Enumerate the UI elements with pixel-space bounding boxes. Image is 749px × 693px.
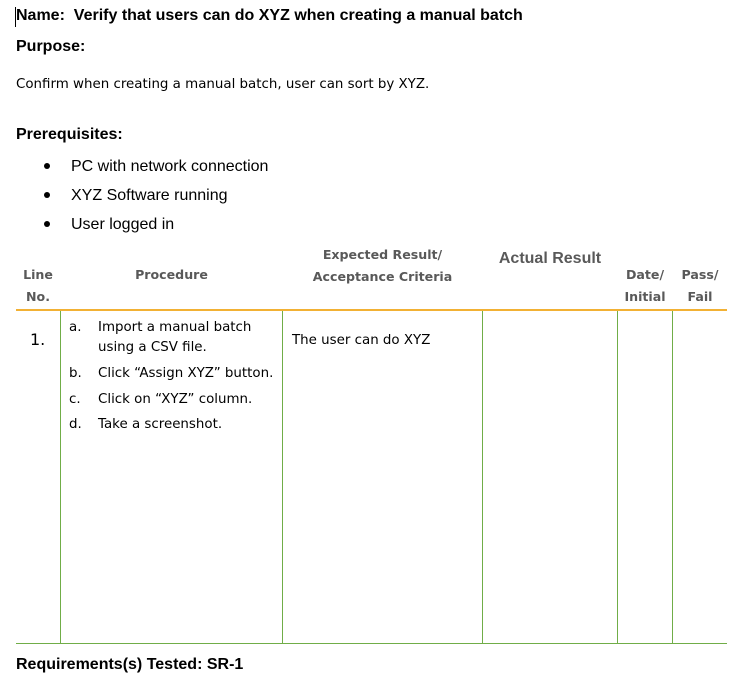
header-expected-result: Expected Result/ Acceptance Criteria bbox=[312, 247, 453, 284]
column-divider bbox=[282, 311, 283, 644]
name-label: Name: bbox=[16, 7, 65, 24]
purpose-heading: Purpose: bbox=[16, 38, 86, 55]
test-name-line bbox=[16, 7, 523, 25]
pass-fail-cell[interactable] bbox=[674, 312, 726, 642]
bullet-icon bbox=[44, 221, 50, 227]
prerequisites-heading: Prerequisites: bbox=[16, 126, 123, 143]
row-line-number: 1. bbox=[30, 330, 46, 349]
purpose-text: Confirm when creating a manual batch, user can sort by XYZ. bbox=[16, 77, 430, 92]
name-value: Verify that users can do XYZ when creating a manual batch bbox=[73, 7, 523, 24]
prerequisite-item: User logged in bbox=[44, 216, 174, 234]
requirements-label: Requirements(s) Tested: bbox=[16, 656, 203, 673]
header-actual-result: Actual Result bbox=[498, 250, 602, 267]
bullet-icon bbox=[44, 192, 50, 198]
bullet-icon bbox=[44, 163, 50, 169]
requirements-tested-line bbox=[16, 656, 243, 674]
requirements-value: SR-1 bbox=[206, 656, 244, 673]
date-initial-cell[interactable] bbox=[619, 312, 671, 642]
expected-result-text: The user can do XYZ bbox=[292, 333, 431, 348]
prerequisite-item: PC with network connection bbox=[44, 158, 268, 176]
table-bottom-rule bbox=[16, 643, 727, 644]
header-date-initial: Date/ Initial bbox=[624, 267, 666, 304]
actual-result-cell[interactable] bbox=[484, 312, 616, 642]
header-line-no: Line No. bbox=[23, 267, 53, 304]
prerequisite-item: XYZ Software running bbox=[44, 187, 228, 205]
column-divider bbox=[482, 311, 483, 644]
table-header-rule bbox=[16, 309, 727, 311]
header-procedure: Procedure bbox=[135, 267, 208, 282]
header-pass-fail: Pass/ Fail bbox=[681, 267, 719, 304]
column-divider bbox=[617, 311, 618, 644]
column-divider bbox=[60, 311, 61, 644]
column-divider bbox=[672, 311, 673, 644]
